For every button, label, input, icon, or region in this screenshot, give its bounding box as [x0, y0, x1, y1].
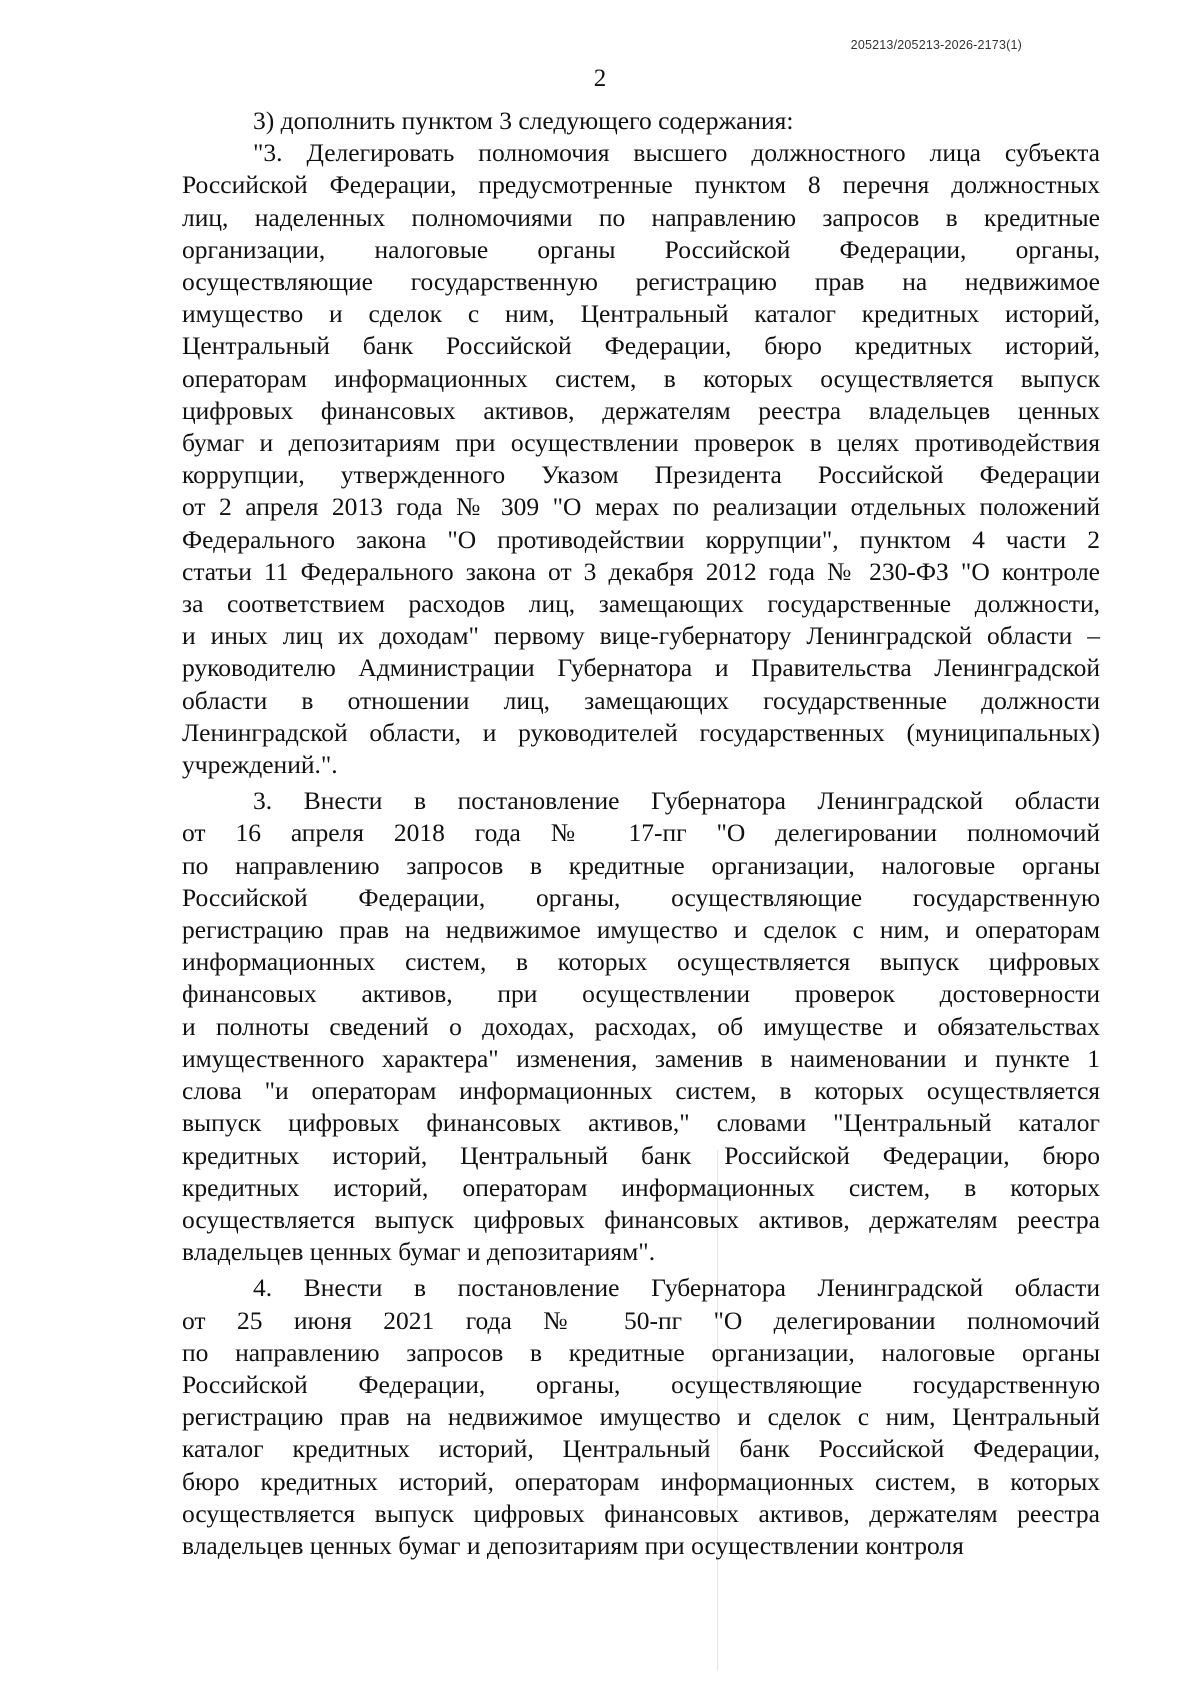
text-line: 4. Внести в постановление Губернатора Ленинградской области [253, 1273, 1100, 1303]
text-line: информационных систем, в которых осуществляется выпуск цифровых [182, 947, 1100, 977]
text-line: учреждений.". [182, 750, 338, 780]
paragraph-3 [182, 785, 1100, 1268]
text-line: выпуск цифровых финансовых активов," словами "Центральный каталог [182, 1108, 1100, 1138]
text-line: Российской Федерации, органы, осуществляющие государственную [182, 1369, 1100, 1399]
text-line: 3) дополнить пунктом 3 следующего содержания: [253, 106, 794, 135]
text-line: Федерального закона "О противодействии коррупции", пунктом 4 части 2 [182, 524, 1100, 554]
text-line: коррупции, утвержденного Указом Президента Российской Федерации [182, 460, 1100, 490]
text-line: от 16 апреля 2018 года № 17-пг "О делегировании полномочий [182, 818, 1100, 848]
text-line: владельцев ценных бумаг и депозитариям". [182, 1237, 656, 1267]
text-line: Ленинградской области, и руководителей государственных (муниципальных) [182, 717, 1100, 747]
text-line: и иных лиц их доходам" первому вице-губернатору Ленинградской области – [182, 621, 1100, 651]
text-line: имущество и сделок с ним, Центральный каталог кредитных историй, [182, 299, 1100, 329]
text-line: 3. Внести в постановление Губернатора Ленинградской области [253, 786, 1100, 816]
text-line: владельцев ценных бумаг и депозитариям при осуществлении контроля [182, 1530, 964, 1560]
text-line: организации, налоговые органы Российской Федерации, органы, [182, 234, 1100, 264]
text-line: операторам информационных систем, в которых осуществляется выпуск [182, 363, 1100, 393]
text-line: регистрацию прав на недвижимое имущество и сделок с ним, Центральный [182, 1402, 1100, 1432]
text-line: бумаг и депозитариям при осуществлении проверок в целях противодействия [182, 428, 1100, 458]
text-line: осуществляющие государственную регистрацию прав на недвижимое [182, 267, 1100, 297]
text-line: Российской Федерации, органы, осуществляющие государственную [182, 882, 1100, 912]
text-line: руководителю Администрации Губернатора и Правительства Ленинградской [182, 653, 1100, 683]
text-line: цифровых финансовых активов, держателям реестра владельцев ценных [182, 395, 1100, 425]
paragraph-1 [182, 105, 1100, 137]
paragraph-2 [182, 137, 1100, 781]
text-line: осуществляется выпуск цифровых финансовых активов, держателям реестра [182, 1204, 1100, 1234]
paragraph-4 [182, 1272, 1100, 1562]
text-line: по направлению запросов в кредитные организации, налоговые органы [182, 1337, 1100, 1367]
page-number: 2 [593, 65, 607, 92]
text-line: осуществляется выпуск цифровых финансовых активов, держателям реестра [182, 1498, 1100, 1528]
text-line: статьи 11 Федерального закона от 3 декабря 2012 года № 230-ФЗ "О контроле [182, 556, 1100, 586]
text-line: и полноты сведений о доходах, расходах, об имуществе и обязательствах [182, 1011, 1100, 1041]
text-line: от 2 апреля 2013 года № 309 "О мерах по реализации отдельных положений [182, 492, 1100, 522]
text-line: каталог кредитных историй, Центральный банк Российской Федерации, [182, 1434, 1100, 1464]
text-line: имущественного характера" изменения, заменив в наименовании и пункте 1 [182, 1043, 1100, 1073]
text-line: области в отношении лиц, замещающих государственные должности [182, 685, 1100, 715]
text-line: слова "и операторам информационных систем, в которых осуществляется [182, 1076, 1100, 1106]
text-line: регистрацию прав на недвижимое имущество и сделок с ним, и операторам [182, 915, 1100, 945]
text-line: за соответствием расходов лиц, замещающих государственные должности, [182, 589, 1100, 619]
text-line: финансовых активов, при осуществлении проверок достоверности [182, 979, 1100, 1009]
text-line: Центральный банк Российской Федерации, бюро кредитных историй, [182, 331, 1100, 361]
text-line: кредитных историй, Центральный банк Российской Федерации, бюро [182, 1140, 1100, 1170]
text-line: "3. Делегировать полномочия высшего должностного лица субъекта [253, 138, 1100, 168]
text-line: бюро кредитных историй, операторам информационных систем, в которых [182, 1466, 1100, 1496]
text-line: кредитных историй, операторам информационных систем, в которых [182, 1172, 1100, 1202]
text-line: Российской Федерации, предусмотренные пунктом 8 перечня должностных [182, 170, 1100, 200]
document-body [182, 105, 1100, 1562]
document-id: 205213/205213-2026-2173(1) [850, 38, 1022, 52]
text-line: лиц, наделенных полномочиями по направлению запросов в кредитные [182, 202, 1100, 232]
text-line: от 25 июня 2021 года № 50-пг "О делегировании полномочий [182, 1305, 1100, 1335]
text-line: по направлению запросов в кредитные организации, налоговые органы [182, 850, 1100, 880]
